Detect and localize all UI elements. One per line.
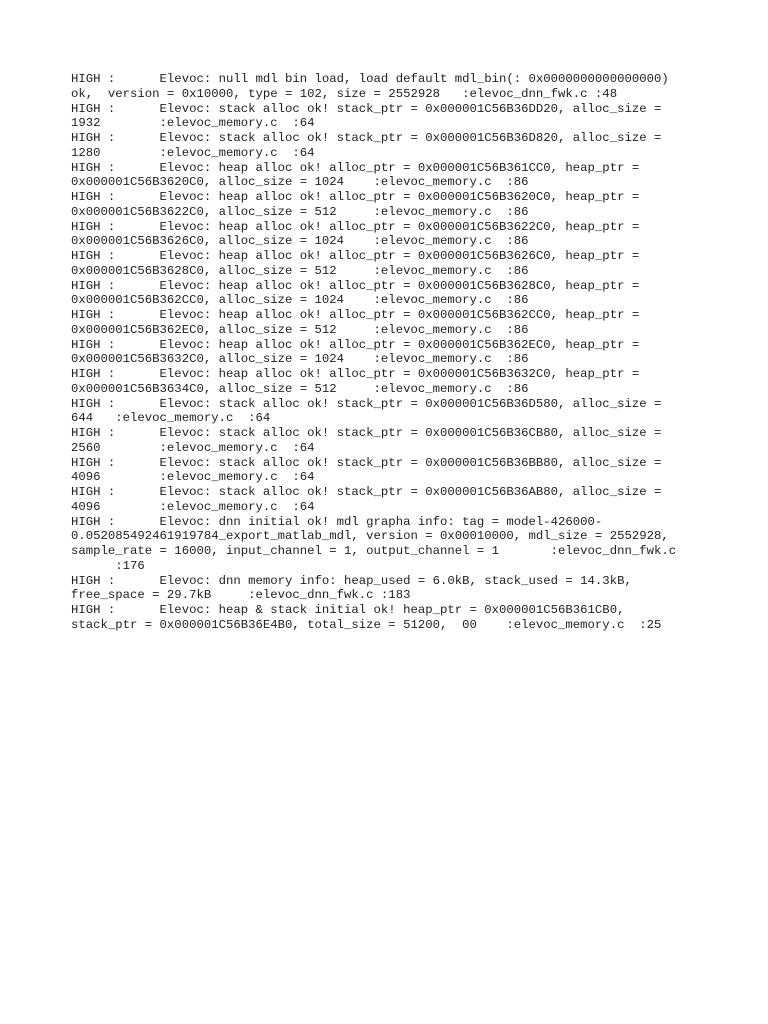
log-line: 0x000001C56B3626C0, alloc_size = 1024 :elevoc_memory.c :86 — [71, 234, 529, 249]
log-line: HIGH : Elevoc: heap alloc ok! alloc_ptr = 0x000001C56B3632C0, heap_ptr = — [71, 367, 640, 381]
log-line: HIGH : Elevoc: dnn memory info: heap_used = 6.0kB, stack_used = 14.3kB, — [71, 573, 632, 588]
log-line: HIGH : Elevoc: heap alloc ok! alloc_ptr = 0x000001C56B3628C0, heap_ptr = — [71, 278, 640, 293]
log-line: HIGH : Elevoc: heap alloc ok! alloc_ptr = 0x000001C56B3622C0, heap_ptr = — [71, 219, 640, 234]
log-line: 0.052085492461919784_export_matlab_mdl, version = 0x00010000, mdl_size = 2552928, — [71, 529, 669, 544]
log-line: HIGH : Elevoc: heap alloc ok! alloc_ptr = 0x000001C56B3620C0, heap_ptr = — [71, 190, 640, 204]
log-line: HIGH : Elevoc: heap alloc ok! alloc_ptr = 0x000001C56B362EC0, heap_ptr = — [71, 337, 640, 352]
log-document — [71, 72, 711, 633]
log-line: 0x000001C56B3628C0, alloc_size = 512 :elevoc_memory.c :86 — [71, 263, 529, 278]
log-line: HIGH : Elevoc: heap alloc ok! alloc_ptr = 0x000001C56B3626C0, heap_ptr = — [71, 249, 640, 263]
log-line: 0x000001C56B3620C0, alloc_size = 1024 :elevoc_memory.c :86 — [71, 175, 529, 190]
log-line: 0x000001C56B362EC0, alloc_size = 512 :elevoc_memory.c :86 — [71, 322, 529, 337]
log-line: 2560 :elevoc_memory.c :64 — [71, 440, 315, 455]
log-line: HIGH : Elevoc: stack alloc ok! stack_ptr = 0x000001C56B36AB80, alloc_size = — [71, 485, 662, 499]
log-line: 1280 :elevoc_memory.c :64 — [71, 145, 315, 160]
log-line: HIGH : Elevoc: heap alloc ok! alloc_ptr = 0x000001C56B362CC0, heap_ptr = — [71, 308, 640, 322]
log-line: HIGH : Elevoc: stack alloc ok! stack_ptr = 0x000001C56B36D580, alloc_size = — [71, 396, 662, 411]
log-line: HIGH : Elevoc: stack alloc ok! stack_ptr = 0x000001C56B36BB80, alloc_size = — [71, 455, 662, 470]
log-line: :176 — [71, 558, 145, 573]
log-line: HIGH : Elevoc: null mdl bin load, load default mdl_bin(: 0x0000000000000000) — [71, 72, 669, 86]
log-line: HIGH : Elevoc: heap & stack initial ok! heap_ptr = 0x000001C56B361CB0, — [71, 603, 625, 617]
log-line: 644 :elevoc_memory.c :64 — [71, 411, 271, 426]
log-line: 0x000001C56B3634C0, alloc_size = 512 :elevoc_memory.c :86 — [71, 381, 529, 396]
log-line: 0x000001C56B3632C0, alloc_size = 1024 :elevoc_memory.c :86 — [71, 352, 529, 367]
log-line: 1932 :elevoc_memory.c :64 — [71, 116, 315, 131]
log-line: stack_ptr = 0x000001C56B36E4B0, total_size = 51200, 00 :elevoc_memory.c :25 — [71, 617, 662, 632]
log-line: HIGH : Elevoc: heap alloc ok! alloc_ptr = 0x000001C56B361CC0, heap_ptr = — [71, 160, 640, 175]
log-line: 4096 :elevoc_memory.c :64 — [71, 470, 315, 485]
log-line: ok, version = 0x10000, type = 102, size = 2552928 :elevoc_dnn_fwk.c :48 — [71, 86, 618, 101]
log-line: free_space = 29.7kB :elevoc_dnn_fwk.c :183 — [71, 588, 411, 603]
log-line: HIGH : Elevoc: dnn initial ok! mdl grapha info: tag = model-426000- — [71, 514, 603, 529]
log-line: HIGH : Elevoc: stack alloc ok! stack_ptr = 0x000001C56B36CB80, alloc_size = — [71, 426, 662, 440]
log-line: sample_rate = 16000, input_channel = 1, output_channel = 1 :elevoc_dnn_fwk.c — [71, 544, 677, 558]
log-line: HIGH : Elevoc: stack alloc ok! stack_ptr = 0x000001C56B36DD20, alloc_size = — [71, 101, 662, 116]
log-line: 0x000001C56B3622C0, alloc_size = 512 :elevoc_memory.c :86 — [71, 204, 529, 219]
log-line: 4096 :elevoc_memory.c :64 — [71, 499, 315, 514]
log-line: 0x000001C56B362CC0, alloc_size = 1024 :elevoc_memory.c :86 — [71, 293, 529, 308]
log-line: HIGH : Elevoc: stack alloc ok! stack_ptr = 0x000001C56B36D820, alloc_size = — [71, 131, 662, 145]
